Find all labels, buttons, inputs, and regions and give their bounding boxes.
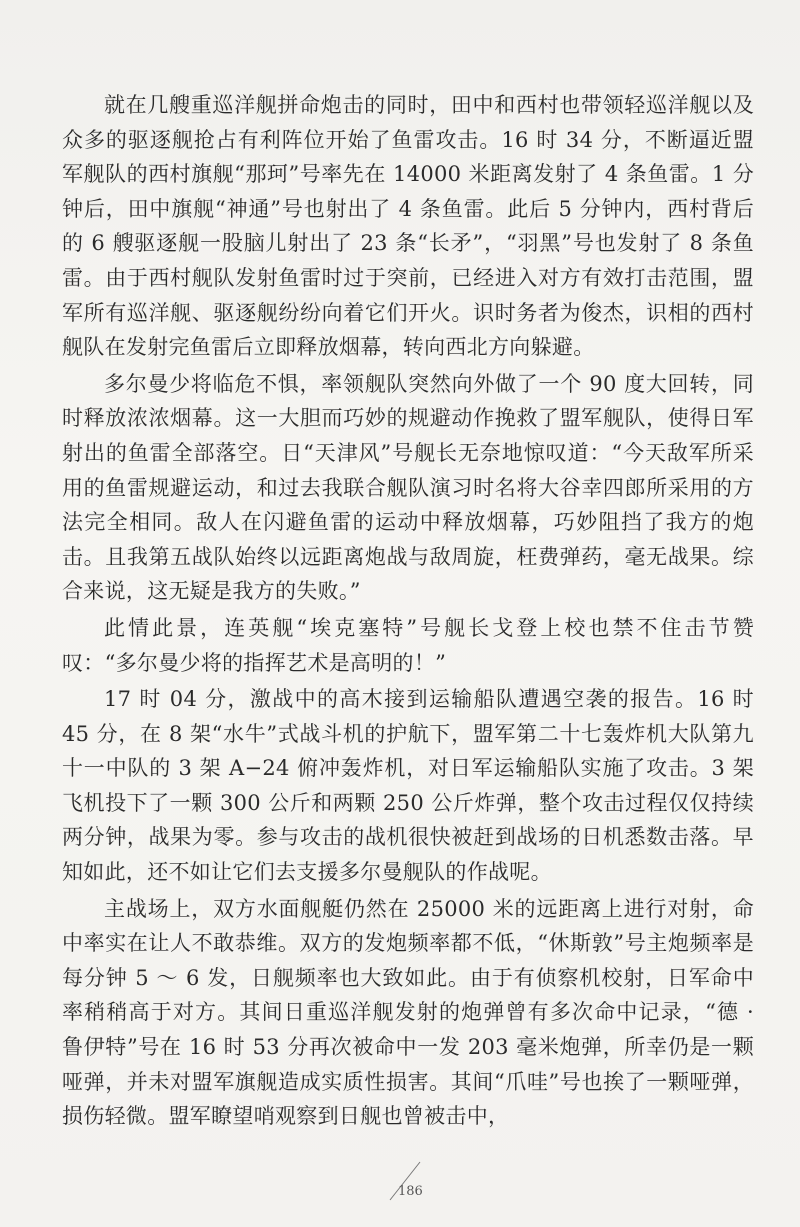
paragraph-torpedo-attack: 就在几艘重巡洋舰拼命炮击的同时，田中和西村也带领轻巡洋舰以及众多的驱逐舰抢占有利阵位开始了鱼雷攻击。16 时 34 分，不断逼近盟军舰队的西村旗舰“那珂”号率先在 14000 米距离发射了 4 条鱼雷。1 分钟后，田中旗舰“神通”号也射出了 4 条鱼雷。此后 5 分钟内，西村背后的 6 艘驱逐舰一股脑儿射出了 23 条“长矛”，“羽黑”号也发射了 8 条鱼雷。由于西村舰队发射鱼雷时过于突前，已经进入对方有效打击范围，盟军所有巡洋舰、驱逐舰纷纷向着它们开火。识时务者为俊杰，识相的西村舰队在发射完鱼雷后立即释放烟幕，转向西北方向躲避。 <box>62 93 754 360</box>
body-text <box>62 88 754 1136</box>
page-number: 186 <box>398 1184 423 1199</box>
page-number-slash-icon <box>380 1158 440 1208</box>
paragraph-main-battle: 主战场上，双方水面舰艇仍然在 25000 米的远距离上进行对射，命中率实在让人不敢恭维。双方的发炮频率都不低，“休斯敦”号主炮频率是每分钟 5 ～ 6 发，日舰频率也大致如此。由于有侦察机校射，日军命中率稍稍高于对方。其间日重巡洋舰发射的炮弹曾有多次命中记录，“德 · 鲁伊特”号在 16 时 53 分再次被命中一发 203 毫米炮弹，所幸仍是一颗哑弹，并未对盟军旗舰造成实质性损害。其间“爪哇”号也挨了一颗哑弹，损伤轻微。盟军瞭望哨观察到日舰也曾被击中， <box>62 896 754 1129</box>
paragraph-air-raid: 17 时 04 分，激战中的高木接到运输船队遭遇空袭的报告。16 时 45 分，在 8 架“水牛”式战斗机的护航下，盟军第二十七轰炸机大队第九十一中队的 3 架 A−24 俯冲轰炸机，对日军运输船队实施了攻击。3 架飞机投下了一颗 300 公斤和两颗 250 公斤炸弹，整个攻击过程仅仅持续两分钟，战果为零。参与攻击的战机很快被赶到战场的日机悉数击落。早知如此，还不如让它们去支援多尔曼舰队的作战呢。 <box>62 687 754 885</box>
paragraph-doorman-evasion: 多尔曼少将临危不惧，率领舰队突然向外做了一个 90 度大回转，同时释放浓浓烟幕。这一大胆而巧妙的规避动作挽救了盟军舰队，使得日军射出的鱼雷全部落空。日“天津风”号舰长无奈地惊叹道：“今天敌军所采用的鱼雷规避运动，和过去我联合舰队演习时名将大谷幸四郎所采用的方法完全相同。敌人在闪避鱼雷的运动中释放烟幕，巧妙阻挡了我方的炮击。且我第五战队始终以远距离炮战与敌周旋，枉费弹药，毫无战果。综合来说，这无疑是我方的失败。” <box>62 371 754 604</box>
paragraph-exeter-captain: 此情此景，连英舰“埃克塞特”号舰长戈登上校也禁不住击节赞叹：“多尔曼少将的指挥艺术是高明的！” <box>62 615 754 675</box>
page-footer <box>380 1158 440 1208</box>
